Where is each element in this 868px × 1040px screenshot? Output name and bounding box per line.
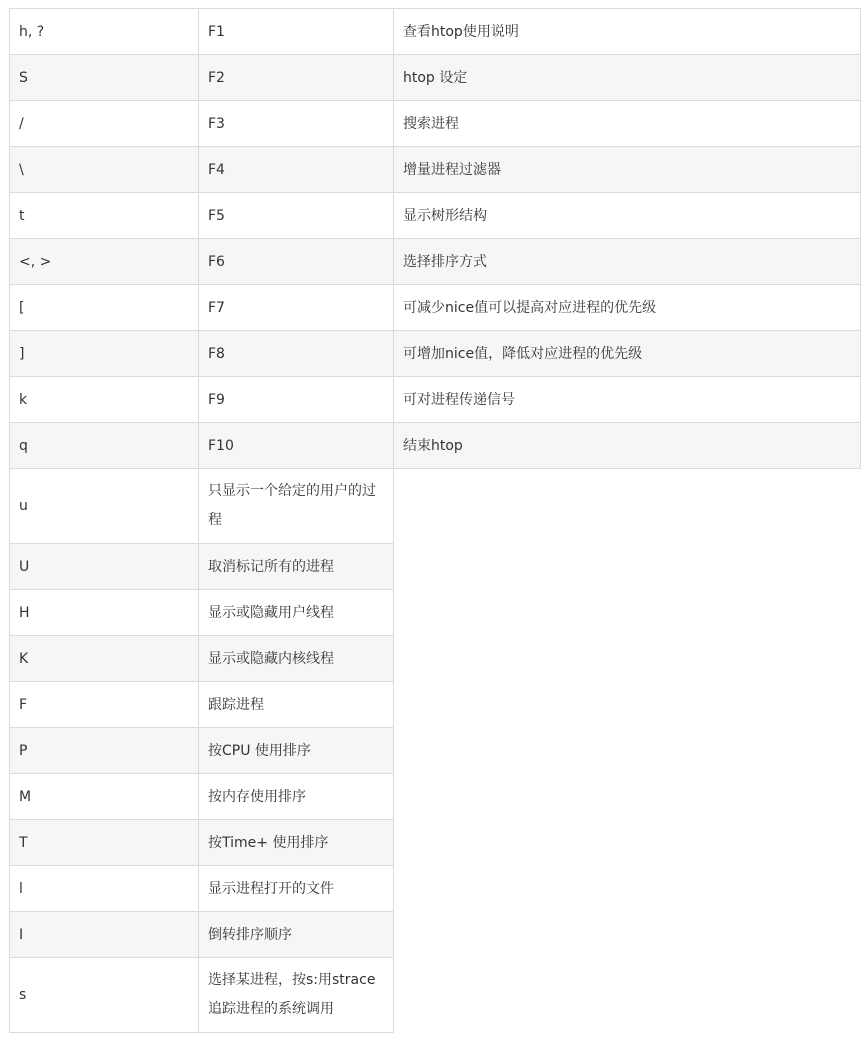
description-cell: 倒转排序顺序 (199, 912, 394, 958)
key-cell: <, > (10, 239, 199, 285)
key-cell: l (10, 866, 199, 912)
key-cell: K (10, 636, 199, 682)
table-row (10, 285, 861, 331)
table-row (10, 147, 861, 193)
table-row (10, 774, 861, 820)
description-cell: 可对进程传递信号 (394, 377, 861, 423)
empty-cell (394, 728, 861, 774)
table-row (10, 101, 861, 147)
table-row (10, 377, 861, 423)
key-cell: F (10, 682, 199, 728)
empty-cell (394, 820, 861, 866)
table-row (10, 544, 861, 590)
empty-cell (394, 682, 861, 728)
function-key-cell: F9 (199, 377, 394, 423)
description-cell: 增量进程过滤器 (394, 147, 861, 193)
key-cell: P (10, 728, 199, 774)
function-key-cell: F5 (199, 193, 394, 239)
description-cell: 按CPU 使用排序 (199, 728, 394, 774)
key-cell: u (10, 469, 199, 544)
table-row (10, 682, 861, 728)
table-row (10, 193, 861, 239)
key-cell: H (10, 590, 199, 636)
empty-cell (394, 958, 861, 1033)
description-cell: 显示进程打开的文件 (199, 866, 394, 912)
key-cell: I (10, 912, 199, 958)
description-cell: htop 设定 (394, 55, 861, 101)
key-cell: U (10, 544, 199, 590)
description-cell: 取消标记所有的进程 (199, 544, 394, 590)
table-row (10, 820, 861, 866)
key-cell: t (10, 193, 199, 239)
description-cell: 选择某进程，按s:用strace追踪进程的系统调用 (199, 958, 394, 1033)
table-row (10, 590, 861, 636)
function-key-cell: F10 (199, 423, 394, 469)
description-cell: 选择排序方式 (394, 239, 861, 285)
key-cell: [ (10, 285, 199, 331)
function-key-cell: F6 (199, 239, 394, 285)
key-cell: h, ? (10, 9, 199, 55)
table-row (10, 469, 861, 544)
table-row (10, 55, 861, 101)
description-cell: 按Time+ 使用排序 (199, 820, 394, 866)
key-cell: q (10, 423, 199, 469)
table-row (10, 636, 861, 682)
table-row (10, 912, 861, 958)
table-row (10, 866, 861, 912)
key-cell: / (10, 101, 199, 147)
description-cell: 查看htop使用说明 (394, 9, 861, 55)
key-cell: ] (10, 331, 199, 377)
table-row (10, 958, 861, 1033)
empty-cell (394, 590, 861, 636)
key-cell: s (10, 958, 199, 1033)
table-row (10, 331, 861, 377)
empty-cell (394, 469, 861, 544)
key-cell: k (10, 377, 199, 423)
key-cell: S (10, 55, 199, 101)
table-row (10, 9, 861, 55)
key-cell: \ (10, 147, 199, 193)
function-key-cell: F1 (199, 9, 394, 55)
htop-shortcut-table (9, 8, 861, 1033)
empty-cell (394, 774, 861, 820)
description-cell: 搜索进程 (394, 101, 861, 147)
empty-cell (394, 866, 861, 912)
description-cell: 显示或隐藏用户线程 (199, 590, 394, 636)
empty-cell (394, 544, 861, 590)
description-cell: 可减少nice值可以提高对应进程的优先级 (394, 285, 861, 331)
description-cell: 可增加nice值，降低对应进程的优先级 (394, 331, 861, 377)
table-body (10, 9, 861, 1033)
table-row (10, 728, 861, 774)
function-key-cell: F7 (199, 285, 394, 331)
table-row (10, 239, 861, 285)
description-cell: 只显示一个给定的用户的过程 (199, 469, 394, 544)
key-cell: M (10, 774, 199, 820)
empty-cell (394, 636, 861, 682)
empty-cell (394, 912, 861, 958)
function-key-cell: F2 (199, 55, 394, 101)
function-key-cell: F3 (199, 101, 394, 147)
table-row (10, 423, 861, 469)
description-cell: 跟踪进程 (199, 682, 394, 728)
function-key-cell: F8 (199, 331, 394, 377)
shortcut-table-wrapper (9, 8, 861, 1033)
description-cell: 结束htop (394, 423, 861, 469)
function-key-cell: F4 (199, 147, 394, 193)
description-cell: 按内存使用排序 (199, 774, 394, 820)
description-cell: 显示或隐藏内核线程 (199, 636, 394, 682)
description-cell: 显示树形结构 (394, 193, 861, 239)
key-cell: T (10, 820, 199, 866)
